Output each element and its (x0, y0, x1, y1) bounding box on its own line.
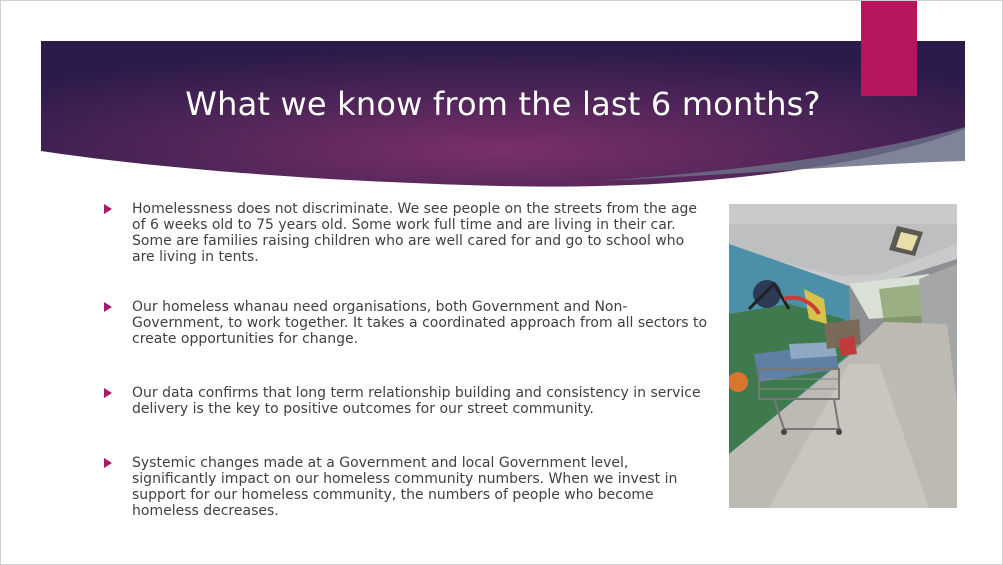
bullet-text: Our homeless whanau need organisations, both Government and Non-Government, to work together. It takes a coordinated approach from all sectors to create opportunities for change. (132, 299, 708, 347)
bullet-arrow-icon (104, 204, 112, 214)
bullet-arrow-icon (104, 302, 112, 312)
bullet-item (104, 299, 709, 347)
slide-title: What we know from the last 6 months? (185, 85, 821, 123)
bullet-text: Homelessness does not discriminate. We see people on the streets from the age of 6 weeks old to 75 years old. Some work full time and are living in their car. Some are families raising children who are well cared for and go to school who are living in tents. (132, 201, 698, 265)
bullet-item (104, 385, 709, 417)
bullet-arrow-icon (104, 458, 112, 468)
underpass-photo (729, 204, 957, 508)
bullet-item (104, 455, 709, 519)
bullet-text: Systemic changes made at a Government and local Government level, significantly impact on our homeless community numbers. When we invest in support for our homeless community, the numbers of people who become homeless decreases. (132, 455, 678, 519)
bullet-item (104, 201, 709, 265)
bullet-arrow-icon (104, 388, 112, 398)
bullet-text: Our data confirms that long term relationship building and consistency in service delivery is the key to positive outcomes for our street community. (132, 385, 701, 417)
accent-tab (861, 1, 917, 96)
